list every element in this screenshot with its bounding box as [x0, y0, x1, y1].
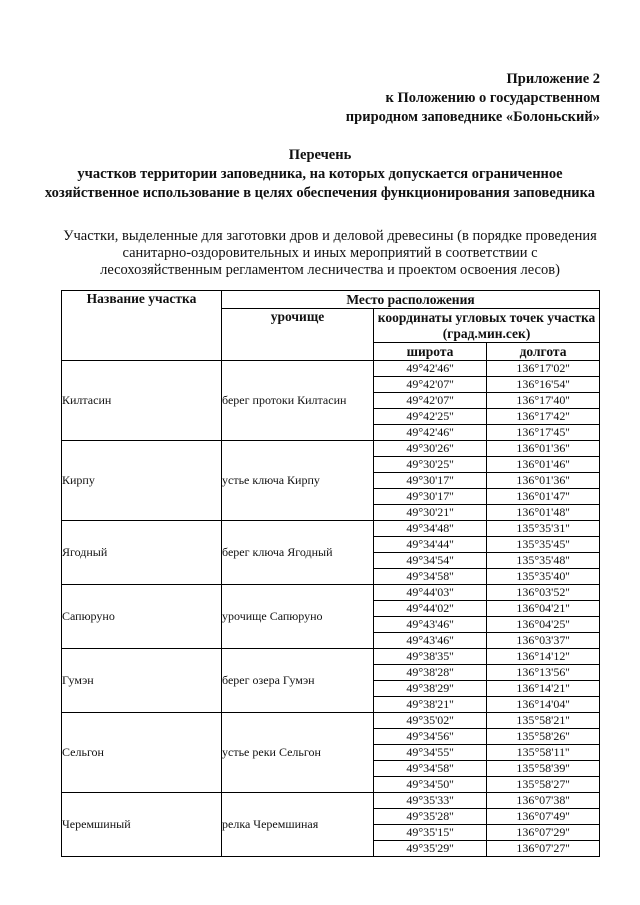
longitude-cell: 136°14'12'' — [487, 649, 600, 665]
site-name: Сельгон — [62, 713, 222, 793]
longitude-cell: 136°03'52'' — [487, 585, 600, 601]
longitude-cell: 136°16'54'' — [487, 377, 600, 393]
header-location: Место расположения — [222, 291, 600, 309]
longitude-cell: 136°14'04'' — [487, 697, 600, 713]
latitude-cell: 49°44'03'' — [374, 585, 487, 601]
longitude-cell: 135°35'48'' — [487, 553, 600, 569]
longitude-cell: 136°14'21'' — [487, 681, 600, 697]
latitude-cell: 49°35'33'' — [374, 793, 487, 809]
longitude-cell: 136°04'21'' — [487, 601, 600, 617]
latitude-cell: 49°35'29'' — [374, 841, 487, 857]
site-name: Сапюруно — [62, 585, 222, 649]
longitude-cell: 135°58'39'' — [487, 761, 600, 777]
table-row — [62, 441, 600, 457]
tract-name: берег протоки Килтасин — [222, 361, 374, 441]
latitude-cell: 49°30'25'' — [374, 457, 487, 473]
latitude-cell: 49°42'46'' — [374, 425, 487, 441]
longitude-cell: 136°17'45'' — [487, 425, 600, 441]
title-subtitle: участков территории заповедника, на которых допускается ограниченное хозяйственное использование в целях обеспечения функционирования заповедника — [44, 166, 596, 201]
appendix-header — [346, 70, 600, 127]
latitude-cell: 49°30'21'' — [374, 505, 487, 521]
site-name: Килтасин — [62, 361, 222, 441]
latitude-cell: 49°35'15'' — [374, 825, 487, 841]
tract-name: урочище Сапюруно — [222, 585, 374, 649]
tract-name: берег ключа Ягодный — [222, 521, 374, 585]
longitude-cell: 136°07'29'' — [487, 825, 600, 841]
latitude-cell: 49°43'46'' — [374, 617, 487, 633]
longitude-cell: 135°35'45'' — [487, 537, 600, 553]
table-row — [62, 361, 600, 377]
table-row — [62, 713, 600, 729]
header-site-name: Название участка — [62, 291, 222, 361]
latitude-cell: 49°34'50'' — [374, 777, 487, 793]
latitude-cell: 49°34'54'' — [374, 553, 487, 569]
latitude-cell: 49°42'07'' — [374, 377, 487, 393]
site-name: Гумэн — [62, 649, 222, 713]
latitude-cell: 49°34'55'' — [374, 745, 487, 761]
latitude-cell: 49°38'28'' — [374, 665, 487, 681]
latitude-cell: 49°34'58'' — [374, 569, 487, 585]
longitude-cell: 136°07'27'' — [487, 841, 600, 857]
latitude-cell: 49°42'07'' — [374, 393, 487, 409]
latitude-cell: 49°34'48'' — [374, 521, 487, 537]
longitude-cell: 135°35'31'' — [487, 521, 600, 537]
longitude-cell: 136°01'36'' — [487, 473, 600, 489]
longitude-cell: 135°58'11'' — [487, 745, 600, 761]
header-longitude: долгота — [487, 343, 600, 361]
sites-table — [61, 290, 600, 857]
table-row — [62, 585, 600, 601]
longitude-cell: 136°07'38'' — [487, 793, 600, 809]
site-name: Кирпу — [62, 441, 222, 521]
appendix-line-1: Приложение 2 — [506, 71, 600, 87]
latitude-cell: 49°35'28'' — [374, 809, 487, 825]
longitude-cell: 136°01'36'' — [487, 441, 600, 457]
longitude-cell: 135°35'40'' — [487, 569, 600, 585]
latitude-cell: 49°34'58'' — [374, 761, 487, 777]
latitude-cell: 49°30'17'' — [374, 489, 487, 505]
longitude-cell: 135°58'21'' — [487, 713, 600, 729]
longitude-cell: 135°58'27'' — [487, 777, 600, 793]
header-coordinates: координаты угловых точек участка (град.мин.сек) — [374, 309, 600, 343]
header-latitude: широта — [374, 343, 487, 361]
title-main: Перечень — [288, 147, 352, 163]
longitude-cell: 136°01'48'' — [487, 505, 600, 521]
latitude-cell: 49°30'17'' — [374, 473, 487, 489]
appendix-line-2: к Положению о государственном — [385, 90, 600, 106]
tract-name: устье реки Сельгон — [222, 713, 374, 793]
latitude-cell: 49°43'46'' — [374, 633, 487, 649]
longitude-cell: 136°01'46'' — [487, 457, 600, 473]
table-row — [62, 649, 600, 665]
latitude-cell: 49°34'44'' — [374, 537, 487, 553]
longitude-cell: 136°17'02'' — [487, 361, 600, 377]
tract-name: устье ключа Кирпу — [222, 441, 374, 521]
site-name: Ягодный — [62, 521, 222, 585]
header-tract: урочище — [222, 309, 374, 361]
tract-name: берег озера Гумэн — [222, 649, 374, 713]
longitude-cell: 136°07'49'' — [487, 809, 600, 825]
latitude-cell: 49°42'25'' — [374, 409, 487, 425]
longitude-cell: 136°03'37'' — [487, 633, 600, 649]
latitude-cell: 49°35'02'' — [374, 713, 487, 729]
longitude-cell: 136°17'40'' — [487, 393, 600, 409]
latitude-cell: 49°42'46'' — [374, 361, 487, 377]
latitude-cell: 49°38'21'' — [374, 697, 487, 713]
longitude-cell: 136°17'42'' — [487, 409, 600, 425]
table-row — [62, 521, 600, 537]
tract-name: релка Черемшиная — [222, 793, 374, 857]
document-title — [0, 146, 640, 203]
table-row — [62, 793, 600, 809]
longitude-cell: 136°04'25'' — [487, 617, 600, 633]
latitude-cell: 49°38'29'' — [374, 681, 487, 697]
longitude-cell: 136°13'56'' — [487, 665, 600, 681]
longitude-cell: 135°58'26'' — [487, 729, 600, 745]
latitude-cell: 49°38'35'' — [374, 649, 487, 665]
latitude-cell: 49°34'56'' — [374, 729, 487, 745]
latitude-cell: 49°44'02'' — [374, 601, 487, 617]
appendix-line-3: природном заповеднике «Болоньский» — [345, 109, 600, 125]
longitude-cell: 136°01'47'' — [487, 489, 600, 505]
latitude-cell: 49°30'26'' — [374, 441, 487, 457]
intro-paragraph: Участки, выделенные для заготовки дров и деловой древесины (в порядке проведения санитарно-оздоровительных и иных мероприятий в соответствии с лесохозяйственным регламентом лесничества и проектом освоения лесов) — [63, 228, 597, 278]
sites-table-body — [62, 361, 600, 857]
site-name: Черемшиный — [62, 793, 222, 857]
